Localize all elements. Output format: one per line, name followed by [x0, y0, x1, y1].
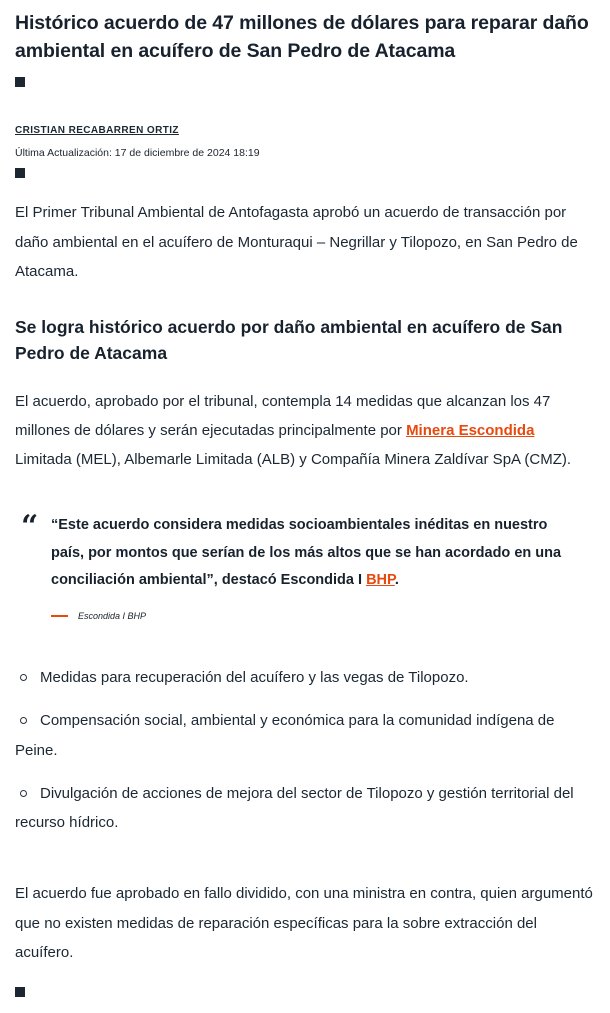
list-item: [15, 663, 594, 692]
byline-row: [15, 105, 594, 138]
list-item-text: Divulgación de acciones de mejora del sector de Tilopozo y gestión territorial del recurso hídrico.: [15, 784, 574, 832]
quote-text-segment: .: [394, 572, 399, 589]
list-item: [15, 779, 594, 838]
bullet-list: [15, 663, 594, 837]
article-subheading: Se logra histórico acuerdo por daño ambiental en acuífero de San Pedro de Atacama: [15, 317, 563, 364]
author-link[interactable]: CRISTIAN RECABARREN ORTIZ: [15, 125, 179, 137]
bhp-link[interactable]: BHP: [366, 572, 395, 589]
quote-mark-icon: “: [21, 509, 39, 545]
square-marker-icon: [15, 77, 25, 87]
lead-paragraph: El Primer Tribunal Ambiental de Antofagasta aprobó un acuerdo de transacción por daño ambiental en el acuífero de Monturaqui – Negrillar y Tilopozo, en San Pedro de Atacama.: [15, 204, 578, 280]
quote-attribution-row: [51, 611, 570, 621]
blockquote: [15, 509, 594, 622]
article-title: Histórico acuerdo de 47 millones de dólares para reparar daño ambiental en acuífero de San Pedro de Atacama: [15, 12, 589, 62]
square-marker-icon: [15, 168, 25, 178]
body-paragraph-text: Limitada (MEL), Albemarle Limitada (ALB) y Compañía Minera Zaldívar SpA (CMZ).: [15, 451, 572, 469]
bullet-circle-icon: [20, 674, 27, 681]
square-marker-icon: [15, 987, 25, 997]
list-item: [15, 706, 594, 765]
attribution-dash-icon: [51, 615, 68, 617]
bullet-circle-icon: [20, 717, 27, 724]
quote-text: [51, 512, 570, 595]
body-paragraph-text: El acuerdo, aprobado por el tribunal, contempla 14 medidas que alcanzan los 47 millones de dólares y serán ejecutadas principalmente por: [15, 392, 551, 439]
minera-escondida-link[interactable]: Minera Escondida: [406, 421, 535, 439]
body-paragraph: [15, 387, 594, 475]
list-item-text: Medidas para recuperación del acuífero y las vegas de Tilopozo.: [40, 669, 469, 687]
quote-body: [51, 512, 594, 621]
last-updated-text: Última Actualización: 17 de diciembre de 2024 18:19: [15, 147, 260, 160]
bullet-circle-icon: [20, 790, 27, 797]
quote-attribution: Escondida I BHP: [78, 611, 147, 622]
closing-paragraph: El acuerdo fue aprobado en fallo dividido, con una ministra en contra, quien argumentó que no existen medidas de reparación específicas para la sobre extracción del acuífero.: [15, 885, 593, 961]
list-item-text: Compensación social, ambiental y económica para la comunidad indígena de Peine.: [15, 712, 555, 759]
quote-text-segment: “Este acuerdo considera medidas socioambientales inéditas en nuestro país, por montos que serían de los más altos que se han acordado en una conciliación ambiental”, destacó Escondida I: [51, 517, 562, 589]
